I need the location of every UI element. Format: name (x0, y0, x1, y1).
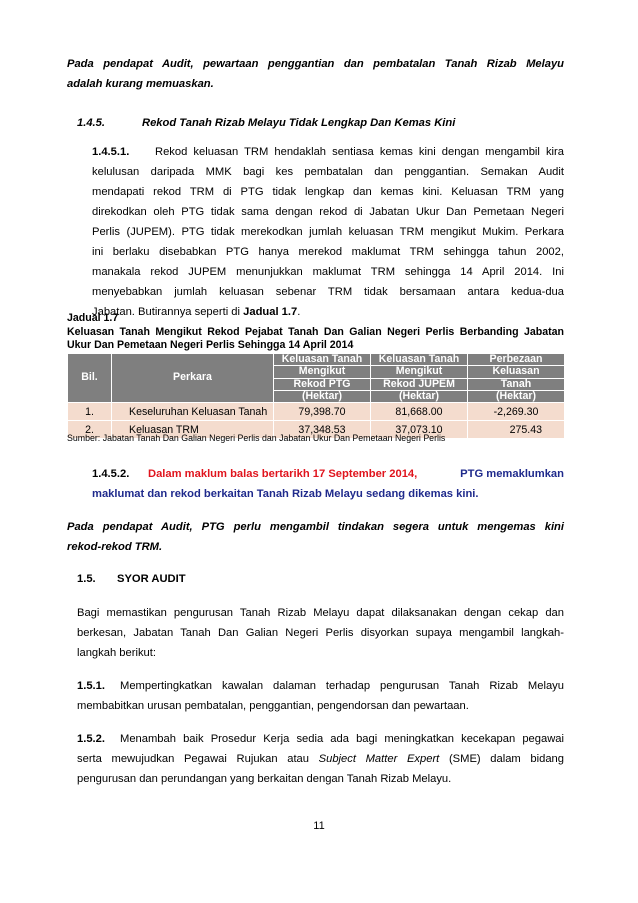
cell-perkara: Keseluruhan Keluasan Tanah (111, 402, 273, 420)
text-line: rekod-rekod TRM. (67, 541, 163, 553)
table-row (67, 402, 564, 420)
table-header-row (67, 353, 564, 365)
text-line: pengurusan dan perundangan yang berkaitan dengan Tanah Rizab Melayu. (77, 773, 452, 785)
table-title-line: Ukur Dan Pemetaan Negeri Perlis Sehingga 14 April 2014 (67, 339, 354, 351)
section-1-5-number: 1.5. (77, 573, 96, 585)
header-perkara: Perkara (111, 353, 273, 402)
text-line: kelulusan daripada MMK bagi kes pembatalan dan penggantian. Semakan Audit (92, 166, 564, 178)
cell-jupem: 81,668.00 (370, 402, 467, 420)
header-jupem: (Hektar) (370, 390, 467, 402)
section-1-5-2-number: 1.5.2. (77, 733, 105, 745)
cell-beza: 275.43 (467, 420, 564, 438)
text-line: membabitkan urusan pembatalan, penggantian, pengendorsan dan pewartaan. (77, 700, 469, 712)
text-line: ini berlaku disebabkan PTG hanya merekod maklumat TRM sehingga tahun 2002, (92, 246, 564, 258)
section-1-5-title: SYOR AUDIT (117, 573, 186, 585)
land-area-table (67, 353, 564, 438)
section-1-4-5-number: 1.4.5. (77, 117, 105, 129)
text-line: Bagi memastikan pengurusan Tanah Rizab Melayu dapat dilaksanakan dengan cekap dan (77, 607, 564, 619)
text-line: Mempertingkatkan kawalan dalaman terhadap pengurusan Tanah Rizab Melayu (120, 680, 564, 692)
section-1-4-5-2-number: 1.4.5.2. (92, 468, 130, 480)
response-text: PTG memaklumkan (460, 468, 564, 480)
cell-ptg: 79,398.70 (273, 402, 370, 420)
header-bil: Bil. (67, 353, 111, 402)
text-span-italic: Subject Matter Expert (318, 753, 440, 765)
text-line (77, 753, 564, 765)
response-date-text: Dalam maklum balas bertarikh 17 September 2014, (148, 468, 418, 480)
header-beza: Keluasan (467, 365, 564, 377)
cell-jupem: 37,073.10 (370, 420, 467, 438)
header-jupem: Rekod JUPEM (370, 378, 467, 390)
header-ptg: (Hektar) (273, 390, 370, 402)
header-beza: Tanah (467, 378, 564, 390)
text-line: langkah berikut: (77, 647, 156, 659)
header-ptg: Mengikut (273, 365, 370, 377)
text-span: (SME) dalam bidang (439, 753, 564, 765)
response-text: maklumat dan rekod berkaitan Tanah Rizab Melayu sedang dikemas kini. (92, 488, 479, 500)
header-beza: (Hektar) (467, 390, 564, 402)
text-line: Perlis (JUPEM). PTG tidak merekodkan jumlah keluasan TRM mengikut Mukim. Perkara (92, 226, 564, 238)
cell-bil: 2. (67, 420, 111, 438)
text-line: Rekod keluasan TRM hendaklah sentiasa kemas kini dengan mengambil kira (155, 146, 564, 158)
table-title-line: Keluasan Tanah Mengikut Rekod Pejabat Tanah Dan Galian Negeri Perlis Berbanding Jabatan (67, 325, 564, 338)
section-1-5-1-number: 1.5.1. (77, 680, 105, 692)
text-line: berkesan, Jabatan Tanah Dan Galian Negeri Perlis disyorkan supaya mengambil langkah- (77, 627, 564, 639)
cell-ptg: 37,348.53 (273, 420, 370, 438)
table-reference: Jadual 1.7 (243, 306, 298, 318)
section-1-4-5-title: Rekod Tanah Rizab Melayu Tidak Lengkap Dan Kemas Kini (142, 117, 456, 129)
text-line: Pada pendapat Audit, pewartaan penggantian dan pembatalan Tanah Rizab Melayu (67, 58, 564, 70)
header-ptg: Rekod PTG (273, 378, 370, 390)
text-line: mendapati rekod TRM di PTG tidak lengkap dan kemas kini. Keluasan TRM yang (92, 186, 564, 198)
text-span: serta mewujudkan Pegawai Rujukan atau (77, 753, 319, 765)
header-jupem: Keluasan Tanah (370, 353, 467, 365)
text-line: Menambah baik Prosedur Kerja sedia ada bagi meningkatkan kecekapan pegawai (120, 733, 564, 745)
text-line: adalah kurang memuaskan. (67, 78, 214, 90)
table-label: Jadual 1.7 (67, 312, 119, 324)
table-caption (67, 312, 564, 353)
cell-beza: -2,269.30 (467, 402, 564, 420)
table-source-note: Sumber: Jabatan Tanah Dan Galian Negeri Perlis dan Jabatan Ukur Dan Pemetaan Negeri Perlis (67, 433, 446, 443)
text-span: Jabatan. Butirannya seperti di (92, 306, 244, 318)
cell-perkara: Keluasan TRM (111, 420, 273, 438)
text-line: manakala rekod JUPEM menunjukkan maklumat TRM sehingga 14 April 2014. Ini (92, 266, 564, 278)
header-ptg: Keluasan Tanah (273, 353, 370, 365)
header-beza: Perbezaan (467, 353, 564, 365)
page-number: 11 (313, 820, 325, 832)
text-line: menyebabkan jumlah keluasan sebenar TRM tidak bersamaan antara kedua-dua (92, 286, 564, 298)
text-span: . (297, 306, 301, 318)
text-line: Pada pendapat Audit, PTG perlu mengambil tindakan segera untuk mengemas kini (67, 521, 564, 533)
header-jupem: Mengikut (370, 365, 467, 377)
text-line: direkodkan oleh PTG tidak sama dengan rekod di Jabatan Ukur Dan Pemetaan Negeri (92, 206, 564, 218)
cell-bil: 1. (67, 402, 111, 420)
section-1-4-5-1-number: 1.4.5.1. (92, 146, 130, 158)
